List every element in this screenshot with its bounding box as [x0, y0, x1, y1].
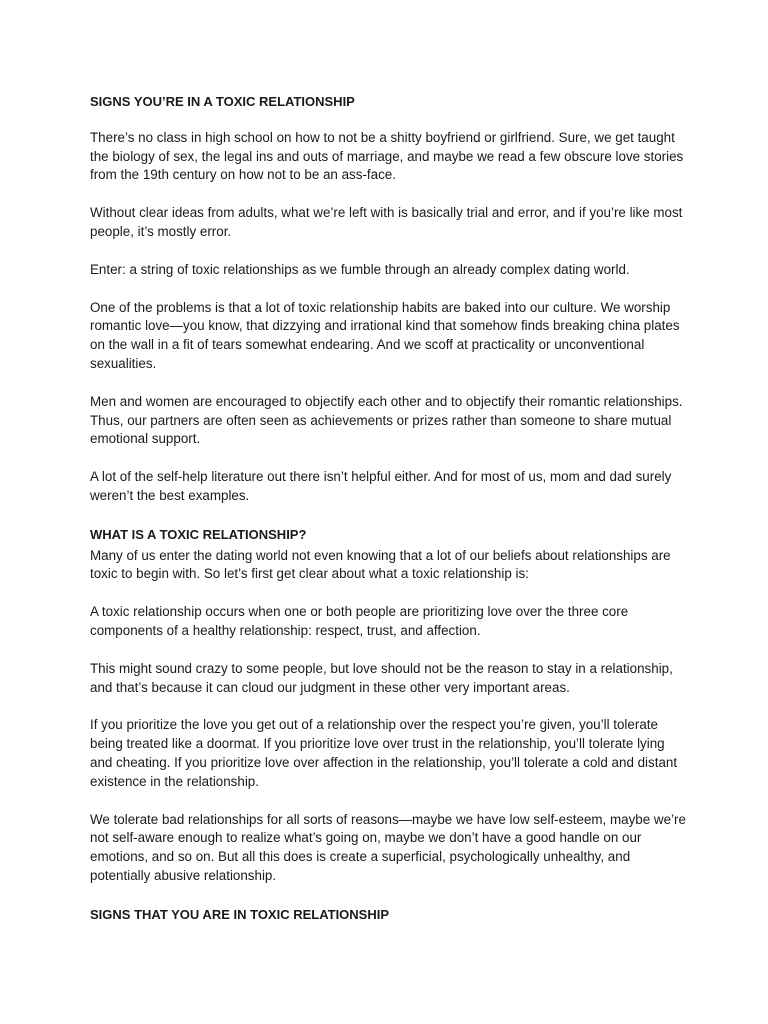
paragraph: A toxic relationship occurs when one or both people are prioritizing love over the three core components of a healthy relationship: respect, trust, and affection. — [90, 604, 629, 638]
paragraph: There’s no class in high school on how to not be a shitty boyfriend or girlfriend. Sure, we get taught the biology of sex, the legal ins and outs of marriage, and maybe we read a few obscure love stories from the 19th century on how not to be an ass-face. — [90, 129, 684, 183]
paragraph: One of the problems is that a lot of toxic relationship habits are baked into our culture. We worship romantic love—you know, that dizzying and irrational kind that somehow finds breaking china plates on the wall in a fit of tears somewhat endearing. And we scoff at practicality or unconventional sexualities. — [90, 299, 680, 371]
paragraph: This might sound crazy to some people, but love should not be the reason to stay in a relationship, and that’s because it can cloud our judgment in these other very important areas. — [90, 660, 673, 695]
section-heading-what-is: WHAT IS A TOXIC RELATIONSHIP? — [90, 526, 307, 542]
paragraph: Without clear ideas from adults, what we’re left with is basically trial and error, and if you’re like most people, it’s mostly error. — [90, 205, 683, 239]
paragraph: We tolerate bad relationships for all sorts of reasons—maybe we have low self-esteem, maybe we’re not self-aware enough to realize what’s going on, maybe we don’t have a good handle on our emotions, and so on. But all this does is create a superficial, psychologically unhealthy, and potentially abusive relationship. — [90, 811, 686, 883]
paragraph: A lot of the self-help literature out there isn’t helpful either. And for most of us, mom and dad surely weren’t the best examples. — [90, 469, 672, 503]
paragraph: If you prioritize the love you get out of a relationship over the respect you’re given, you’ll tolerate being treated like a doormat. If you prioritize love over trust in the relationship, you’ll tolerate lying and cheating. If you prioritize love over affection in the relationship, you’ll tolerate a cold and distant existence in the relationship. — [90, 717, 678, 789]
section-heading-signs-that: SIGNS THAT YOU ARE IN TOXIC RELATIONSHIP — [90, 906, 390, 922]
paragraph: Enter: a string of toxic relationships as we fumble through an already complex dating world. — [90, 261, 630, 277]
section-heading-signs: SIGNS YOU’RE IN A TOXIC RELATIONSHIP — [90, 94, 355, 109]
paragraph: Many of us enter the dating world not even knowing that a lot of our beliefs about relationships are toxic to begin with. So let’s first get clear about what a toxic relationship is: — [90, 547, 671, 582]
paragraph: Men and women are encouraged to objectify each other and to objectify their romantic relationships. Thus, our partners are often seen as achievements or prizes rather than someone to share mutual emotional support. — [90, 393, 683, 447]
document-page — [90, 93, 690, 925]
